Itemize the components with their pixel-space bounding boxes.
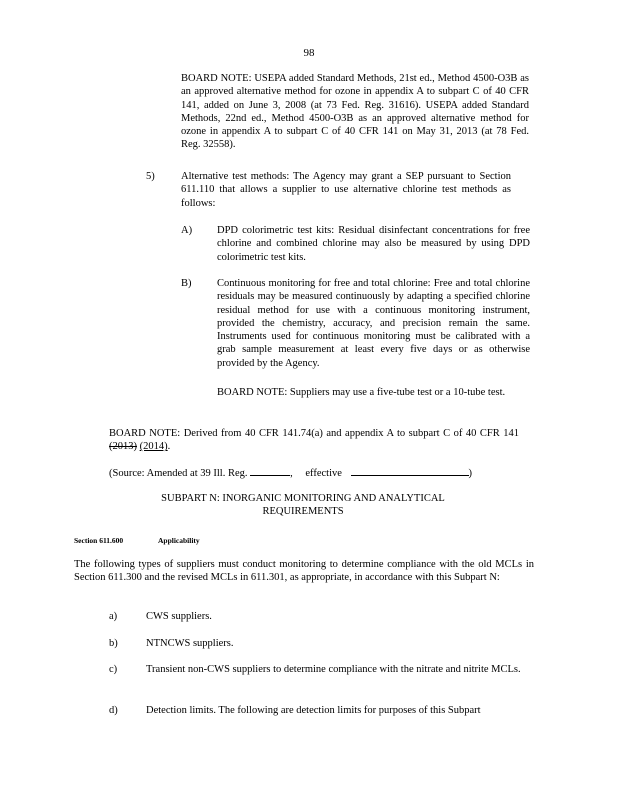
list-item-d-text: Detection limits. The following are detection limits for purposes of this Subpart — [146, 705, 481, 716]
subpart-heading-line1: SUBPART N: INORGANIC MONITORING AND ANALYTICAL — [161, 493, 445, 504]
board-note-derived-text: BOARD NOTE: Derived from 40 CFR 141.74(a) and appendix A to subpart C of 40 CFR 141 — [109, 428, 519, 439]
inserted-year: (2014) — [139, 441, 168, 453]
board-note-ozone-methods: BOARD NOTE: USEPA added Standard Methods, 21st ed., Method 4500-O3B as an approved alternative method for ozone in appendix A to subpart C of 40 CFR 141, added on June 3, 2008 (at 73 Fed. Reg. 31616). USEPA added Standard Methods, 22nd ed., Method 4500-O3B as an approved alternative method for ozone in appendix A to subpart C of 40 CFR 141 on May 31, 2013 (at 78 Fed. Reg. 32558). — [181, 73, 529, 151]
board-note-derived — [109, 427, 519, 454]
item-5-marker: 5) — [146, 171, 155, 182]
board-note-derived-end: . — [167, 441, 171, 453]
struck-year: (2013) — [109, 441, 137, 453]
item-b-marker: B) — [181, 278, 192, 289]
list-item-c-marker: c) — [109, 664, 118, 675]
source-effective: effective — [305, 468, 342, 479]
item-5-text: Alternative test methods: The Agency may grant a SEP pursuant to Section 611.110 that allows a supplier to use alternative chlorine test methods as follows: — [181, 171, 511, 209]
item-b-text: Continuous monitoring for free and total chlorine: Free and total chlorine residuals may be measured continuously by adapting a specified chlorine residual method for use with a continuous monitoring instrument, provided the chemistry, accuracy, and precision remain the same. Instruments used for continuous monitoring must be calibrated with a grab sample measurement at least every five days or as otherwise provided by the Agency. — [217, 278, 530, 369]
source-line — [109, 466, 529, 480]
source-comma: , — [290, 468, 293, 479]
subpart-heading-line2: REQUIREMENTS — [262, 506, 344, 518]
item-a-marker: A) — [181, 225, 193, 236]
list-item-d-marker: d) — [109, 705, 118, 716]
reg-page-blank — [250, 466, 290, 476]
list-item-c-text: Transient non-CWS suppliers to determine compliance with the nitrate and nitrite MCLs. — [146, 664, 521, 675]
list-item-b-text: NTNCWS suppliers. — [146, 638, 234, 649]
list-item-b-marker: b) — [109, 638, 118, 649]
effective-date-blank — [351, 466, 469, 476]
section-number: Section 611.600 — [74, 536, 124, 545]
list-item-a-text: CWS suppliers. — [146, 611, 212, 622]
subpart-heading — [130, 492, 476, 519]
source-prefix: (Source: Amended at 39 Ill. Reg. — [109, 468, 248, 479]
page-number: 98 — [303, 47, 315, 59]
list-item-a-marker: a) — [109, 611, 118, 622]
source-close: ) — [468, 468, 473, 479]
intro-paragraph: The following types of suppliers must conduct monitoring to determine compliance with the old MCLs in Section 611.300 and the revised MCLs in 611.301, as appropriate, in accordance with this Subpart N: — [74, 559, 534, 584]
section-title: Applicability — [158, 536, 200, 545]
item-b-board-note: BOARD NOTE: Suppliers may use a five-tube test or a 10-tube test. — [217, 387, 506, 398]
item-a-text: DPD colorimetric test kits: Residual disinfectant concentrations for free chlorine and combined chlorine may also be measured by using DPD colorimetric test kits. — [217, 225, 530, 263]
